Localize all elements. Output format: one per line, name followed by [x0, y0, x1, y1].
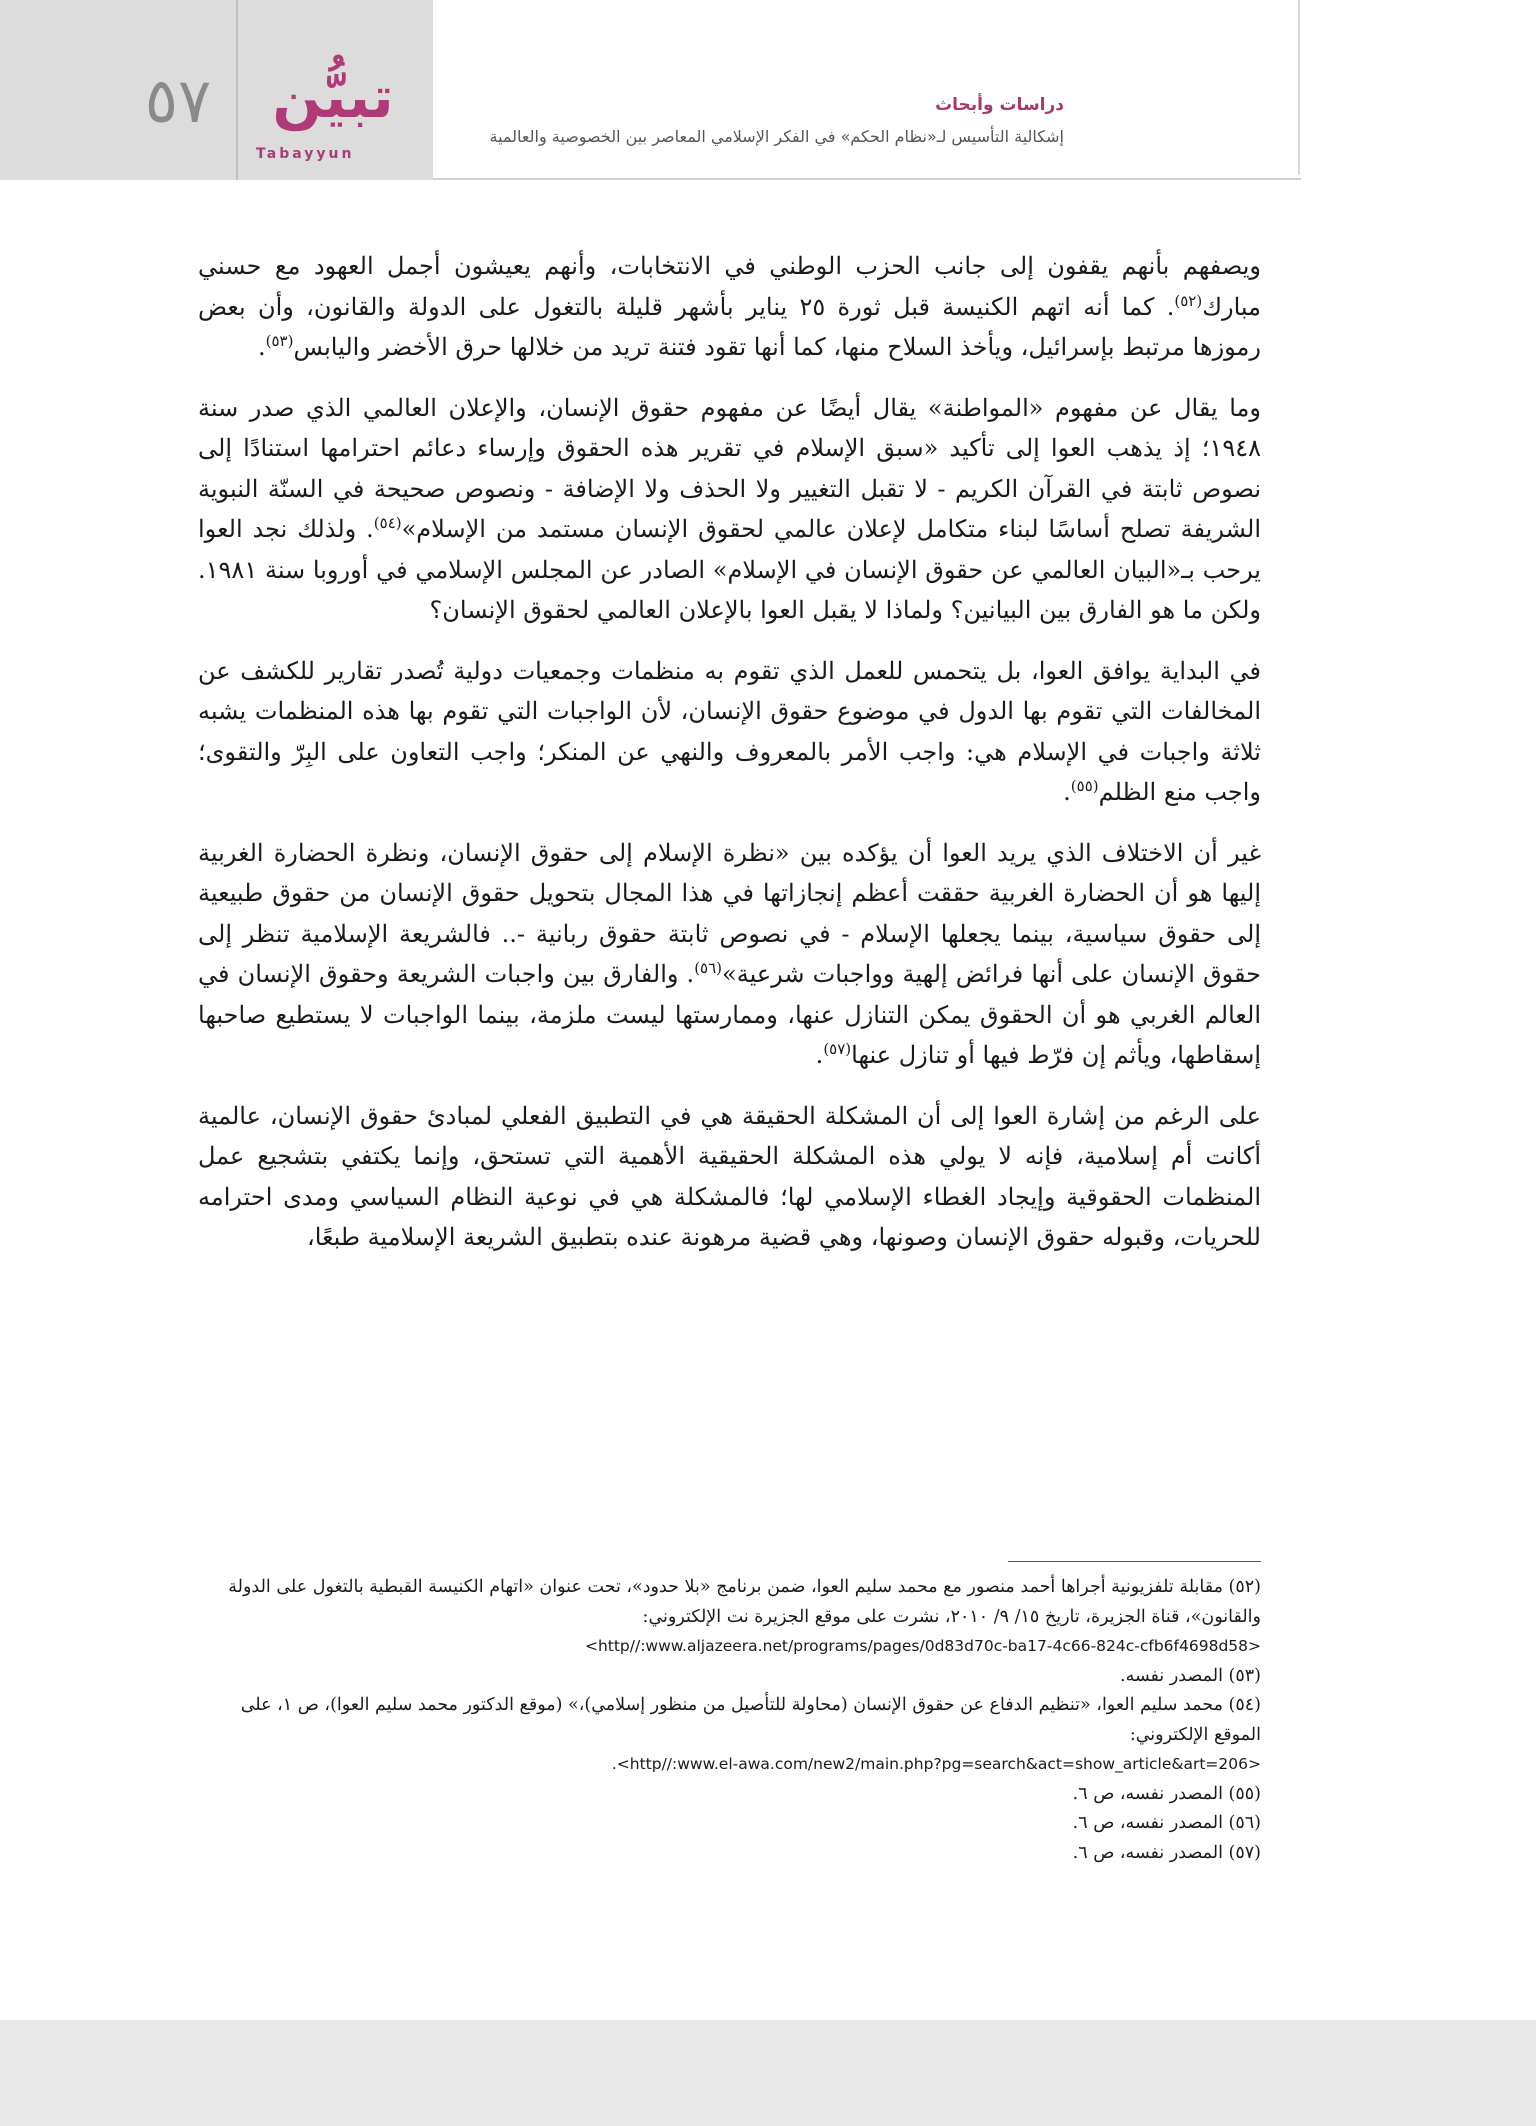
paragraph: غير أن الاختلاف الذي يريد العوا أن يؤكده بين «نظرة الإسلام إلى حقوق الإنسان، ونظرة الحضارة الغربية إليها هو أن الحضارة الغربية حققت أعظم إنجازاتها في هذا المجال بتحويل حقوق الإنسان من حقوق طبيعية إلى حقوق سياسية، بينما يجعلها الإسلام - في نصوص ثابتة حقوق ربانية -.. فالشريعة الإسلامية تنظر إلى حقوق الإنسان على أنها فرائض إلهية وواجبات شرعية»$^{(٥٦)}$. والفارق بين واجبات الشريعة وحقوق الإنسان في العالم الغربي هو أن الحقوق يمكن التنازل عنها، وممارستها ليست ملزمة، بينما الواجبات لا يستطيع صاحبها إسقاطها، ويأثم إن فرّط فيها أو تنازل عنها$^{(٥٧)}$. — [198, 838, 1261, 1069]
footnote-ref: (٥٥) — [1070, 777, 1099, 795]
footnote: (٥٦) المصدر نفسه، ص ٦. — [1072, 1813, 1261, 1833]
paragraph: وما يقال عن مفهوم «المواطنة» يقال أيضًا عن مفهوم حقوق الإنسان، والإعلان العالمي الذي صدر سنة ١٩٤٨؛ إذ يذهب العوا إلى تأكيد «سبق الإسلام في تقرير هذه الحقوق وإرساء دعائم احترامها استنادًا إلى نصوص ثابتة في القرآن الكريم - لا تقبل التغيير ولا الحذف ولا الإضافة - ونصوص صحيحة في السنّة النبوية الشريفة تصلح أساسًا لبناء متكامل لإعلان عالمي لحقوق الإنسان مستمد من الإسلام»$^{(٥٤)}$. ولذلك نجد العوا يرحب بـ«البيان العالمي عن حقوق الإنسان في الإسلام» الصادر عن المجلس الإسلامي في أوروبا سنة ١٩٨١. ولكن ما هو الفارق بين البيانين؟ ولماذا لا يقبل العوا بالإعلان العالمي لحقوق الإنسان؟ — [198, 393, 1262, 624]
section-label: دراسات وأبحاث — [935, 95, 1064, 115]
page-edge — [1298, 0, 1300, 175]
running-title: إشكالية التأسيس لـ«نظام الحكم» في الفكر الإسلامي المعاصر بين الخصوصية والعالمية — [489, 127, 1064, 146]
paragraph: ويصفهم بأنهم يقفون إلى جانب الحزب الوطني في الانتخابات، وأنهم يعيشون أجمل العهود مع حسني مبارك$^{(٥٢)}$. كما أنه اتهم الكنيسة قبل ثورة ٢٥ يناير بأشهر قليلة بالتغول على الدولة والقانون، وأن بعض رموزها مرتبط بإسرائيل، ويأخذ السلاح منها، كما أنها تقود فتنة تريد من خلالها حرق الأخضر واليابس$^{(٥٣)}$. — [198, 252, 1261, 361]
footnote-ref: (٥٧) — [823, 1040, 852, 1058]
footnote-url[interactable]: <http//:www.aljazeera.net/programs/pages/0d83d70c-ba17-4c66-824c-cfb6f4698d58> — [584, 1637, 1261, 1655]
footnote-ref: (٥٣) — [265, 332, 294, 350]
footnote: (٥٧) المصدر نفسه، ص ٦. — [1072, 1842, 1261, 1863]
header-rule — [433, 178, 1301, 180]
journal-logo-latin: Tabayyun — [256, 146, 355, 162]
header-divider — [236, 0, 238, 180]
footnote-url[interactable]: .<http//:www.el-awa.com/new2/main.php?pg=search&act=show_article&art=206> — [611, 1755, 1261, 1773]
footnote: (٥٥) المصدر نفسه، ص ٦. — [1072, 1783, 1261, 1804]
footnote-ref: (٥٤) — [373, 514, 402, 532]
footnote-ref: (٥٢) — [1174, 291, 1203, 310]
footnote: (٥٣) المصدر نفسه. — [1120, 1665, 1261, 1686]
footnote: (٥٢) مقابلة تلفزيونية أجراها أحمد منصور مع محمد سليم العوا، ضمن برنامج «بلا حدود»، تحت عنوان «اتهام الكنيسة القبطية بالتغول على الدولة والقانون»، قناة الجزيرة، تاريخ ١٥/ ٩/ ٢٠١٠، نشرت على موقع الجزيرة نت الإلكتروني: — [228, 1577, 1261, 1627]
footnote-ref: (٥٦) — [694, 959, 723, 977]
paragraph: على الرغم من إشارة العوا إلى أن المشكلة الحقيقة هي في التطبيق الفعلي لمبادئ حقوق الإنسان، عالمية أكانت أم إسلامية، فإنه لا يولي هذه المشكلة الحقيقية الأهمية التي تستحق، وإنما يكتفي بتشجيع عمل المنظمات الحقوقية وإيجاد الغطاء الإسلامي لها؛ فالمشكلة هي في نوعية النظام السياسي ومدى احترامه للحريات، وقبوله حقوق الإنسان وصونها، وهي قضية مرهونة عنده بتطبيق الشريعة الإسلامية طبعًا، — [198, 1101, 1261, 1251]
body-text — [198, 246, 1261, 1278]
paragraph: في البداية يوافق العوا، بل يتحمس للعمل الذي تقوم به منظمات وجمعيات دولية تُصدر تقارير للكشف عن المخالفات التي تقوم بها الدول في موضوع حقوق الإنسان، لأن الواجبات التي تقوم بها هذه المنظمات يشبه ثلاثة واجبات في الإسلام هي: واجب الأمر بالمعروف والنهي عن المنكر؛ واجب التعاون على البِرّ والتقوى؛ واجب منع الظلم$^{(٥٥)}$. — [198, 656, 1261, 806]
footnotes — [198, 1573, 1261, 1868]
viewer-background — [0, 2020, 1536, 2126]
journal-logo: تبيُّن — [272, 63, 394, 131]
footnote: (٥٤) محمد سليم العوا، «تنظيم الدفاع عن حقوق الإنسان (محاولة للتأصيل من منظور إسلامي)،» (موقع الدكتور محمد سليم العوا)، ص ١، على الموقع الإلكتروني: — [240, 1695, 1261, 1745]
footnote-separator — [1008, 1561, 1261, 1562]
page-number: ٥٧ — [144, 64, 212, 137]
